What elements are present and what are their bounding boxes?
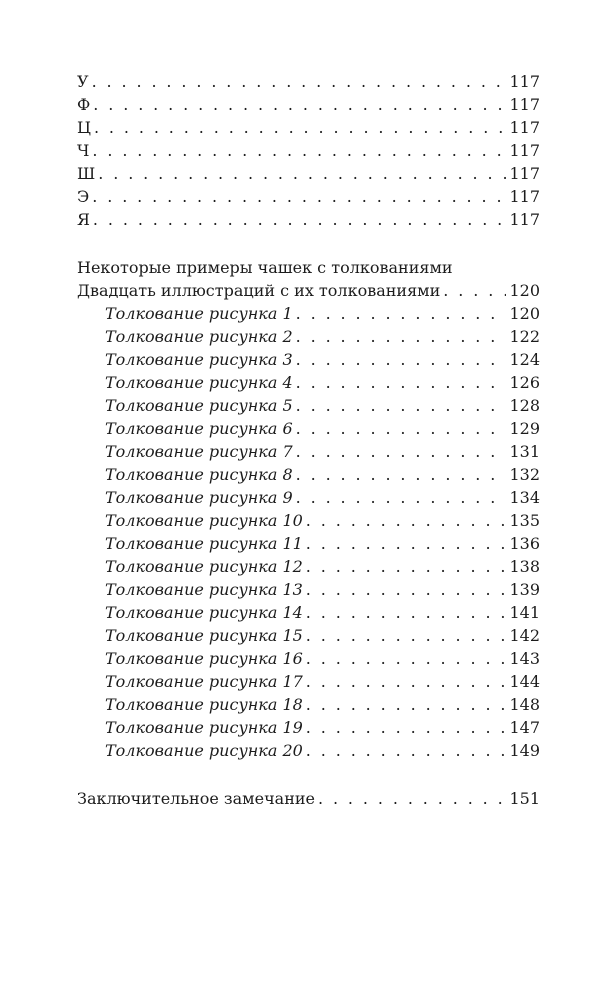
page-number: 138 <box>509 557 540 576</box>
dot-leader <box>296 486 507 509</box>
dot-leader <box>296 371 507 394</box>
page-number: 136 <box>509 534 540 553</box>
entry-label: Ц <box>77 118 91 137</box>
dot-leader <box>306 624 507 647</box>
page-number: 117 <box>509 118 540 137</box>
toc-entry-figure <box>77 578 540 601</box>
toc-entry-figure <box>77 601 540 624</box>
toc-entry-figure <box>77 463 540 486</box>
page-number: 142 <box>509 626 540 645</box>
dot-leader <box>92 185 506 208</box>
entry-label: Ш <box>77 164 96 183</box>
entry-label: Толкование рисунка 15 <box>105 626 303 645</box>
toc-entry-figure <box>77 716 540 739</box>
toc-entry-letter <box>77 208 540 231</box>
entry-label: Толкование рисунка 12 <box>105 557 303 576</box>
page-number: 144 <box>509 672 540 691</box>
entry-label: Толкование рисунка 4 <box>105 373 293 392</box>
page-number: 120 <box>509 281 540 300</box>
entry-label: Ч <box>77 141 90 160</box>
toc-entry-figure <box>77 417 540 440</box>
entry-label: Толкование рисунка 10 <box>105 511 303 530</box>
examples-heading: Некоторые примеры чашек с толкованиями <box>77 258 453 277</box>
entry-label: Толкование рисунка 1 <box>105 304 293 323</box>
entry-label: Толкование рисунка 3 <box>105 350 293 369</box>
entry-label: Толкование рисунка 19 <box>105 718 303 737</box>
entry-label: Толкование рисунка 6 <box>105 419 293 438</box>
section-spacer <box>77 231 540 256</box>
entry-label: Толкование рисунка 18 <box>105 695 303 714</box>
page-number: 117 <box>509 72 540 91</box>
toc-entry-figure <box>77 555 540 578</box>
toc-entry-letter <box>77 70 540 93</box>
dot-leader <box>306 739 507 762</box>
entry-label: У <box>77 72 89 91</box>
toc-entry-figure <box>77 739 540 762</box>
conclusion-group <box>77 787 540 810</box>
entry-label: Толкование рисунка 16 <box>105 649 303 668</box>
toc-entry-figure <box>77 394 540 417</box>
entry-label: Я <box>77 210 90 229</box>
toc-entry-letter <box>77 162 540 185</box>
page-number: 147 <box>509 718 540 737</box>
page-number: 149 <box>509 741 540 760</box>
toc-entry-letter <box>77 93 540 116</box>
toc-entry-illustrations <box>77 279 540 302</box>
dot-leader <box>306 716 507 739</box>
dot-leader <box>306 509 507 532</box>
page-number: 117 <box>509 141 540 160</box>
page-number: 143 <box>509 649 540 668</box>
toc-entry-figure <box>77 302 540 325</box>
dot-leader <box>306 601 507 624</box>
entry-label: Двадцать иллюстраций с их толкованиями <box>77 281 441 300</box>
toc-entry-conclusion <box>77 787 540 810</box>
toc-entry-letter <box>77 185 540 208</box>
dot-leader <box>296 302 507 325</box>
page-number: 117 <box>509 210 540 229</box>
entry-label: Заключительное замечание <box>77 789 315 808</box>
dot-leader <box>306 532 507 555</box>
dot-leader <box>296 463 507 486</box>
dot-leader <box>443 279 506 302</box>
entry-label: Толкование рисунка 11 <box>105 534 303 553</box>
page-number: 151 <box>509 789 540 808</box>
page-number: 129 <box>509 419 540 438</box>
toc-entry-figure <box>77 647 540 670</box>
page-number: 117 <box>509 95 540 114</box>
toc-entry-figure <box>77 532 540 555</box>
page-number: 120 <box>509 304 540 323</box>
toc-entry-figure <box>77 509 540 532</box>
dot-leader <box>296 325 507 348</box>
entry-label: Толкование рисунка 8 <box>105 465 293 484</box>
dot-leader <box>98 162 506 185</box>
table-of-contents <box>77 70 540 810</box>
entry-label: Толкование рисунка 17 <box>105 672 303 691</box>
page-number: 124 <box>509 350 540 369</box>
page-number: 139 <box>509 580 540 599</box>
dot-leader <box>93 93 506 116</box>
toc-entry-letter <box>77 116 540 139</box>
page-number: 122 <box>509 327 540 346</box>
dot-leader <box>296 394 507 417</box>
dot-leader <box>306 578 507 601</box>
page-number: 134 <box>509 488 540 507</box>
dot-leader <box>296 440 507 463</box>
page-number: 148 <box>509 695 540 714</box>
entry-label: Толкование рисунка 9 <box>105 488 293 507</box>
toc-entry-letter <box>77 139 540 162</box>
section-spacer <box>77 762 540 787</box>
page-number: 132 <box>509 465 540 484</box>
dot-leader <box>92 70 507 93</box>
dot-leader <box>306 647 507 670</box>
toc-entry-figure <box>77 624 540 647</box>
entry-label: Ф <box>77 95 91 114</box>
entry-label: Толкование рисунка 20 <box>105 741 303 760</box>
toc-entry-figure <box>77 440 540 463</box>
toc-entry-figure <box>77 371 540 394</box>
toc-entry-figure <box>77 670 540 693</box>
examples-group <box>77 256 540 762</box>
entry-label: Толкование рисунка 5 <box>105 396 293 415</box>
letters-group <box>77 70 540 231</box>
dot-leader <box>296 417 507 440</box>
dot-leader <box>318 787 506 810</box>
entry-label: Э <box>77 187 90 206</box>
toc-entry-figure <box>77 325 540 348</box>
dot-leader <box>306 555 507 578</box>
page-number: 117 <box>509 187 540 206</box>
entry-label: Толкование рисунка 14 <box>105 603 303 622</box>
entry-label: Толкование рисунка 2 <box>105 327 293 346</box>
entry-label: Толкование рисунка 13 <box>105 580 303 599</box>
toc-entry-figure <box>77 348 540 371</box>
dot-leader <box>92 139 506 162</box>
dot-leader <box>94 116 507 139</box>
entry-label: Толкование рисунка 7 <box>105 442 293 461</box>
section-heading <box>77 256 540 279</box>
page-number: 131 <box>509 442 540 461</box>
dot-leader <box>306 693 507 716</box>
page-number: 141 <box>509 603 540 622</box>
toc-entry-figure <box>77 486 540 509</box>
dot-leader <box>296 348 507 371</box>
page-number: 117 <box>509 164 540 183</box>
dot-leader <box>93 208 507 231</box>
page-number: 135 <box>509 511 540 530</box>
page-number: 128 <box>509 396 540 415</box>
page-number: 126 <box>509 373 540 392</box>
dot-leader <box>306 670 507 693</box>
toc-entry-figure <box>77 693 540 716</box>
